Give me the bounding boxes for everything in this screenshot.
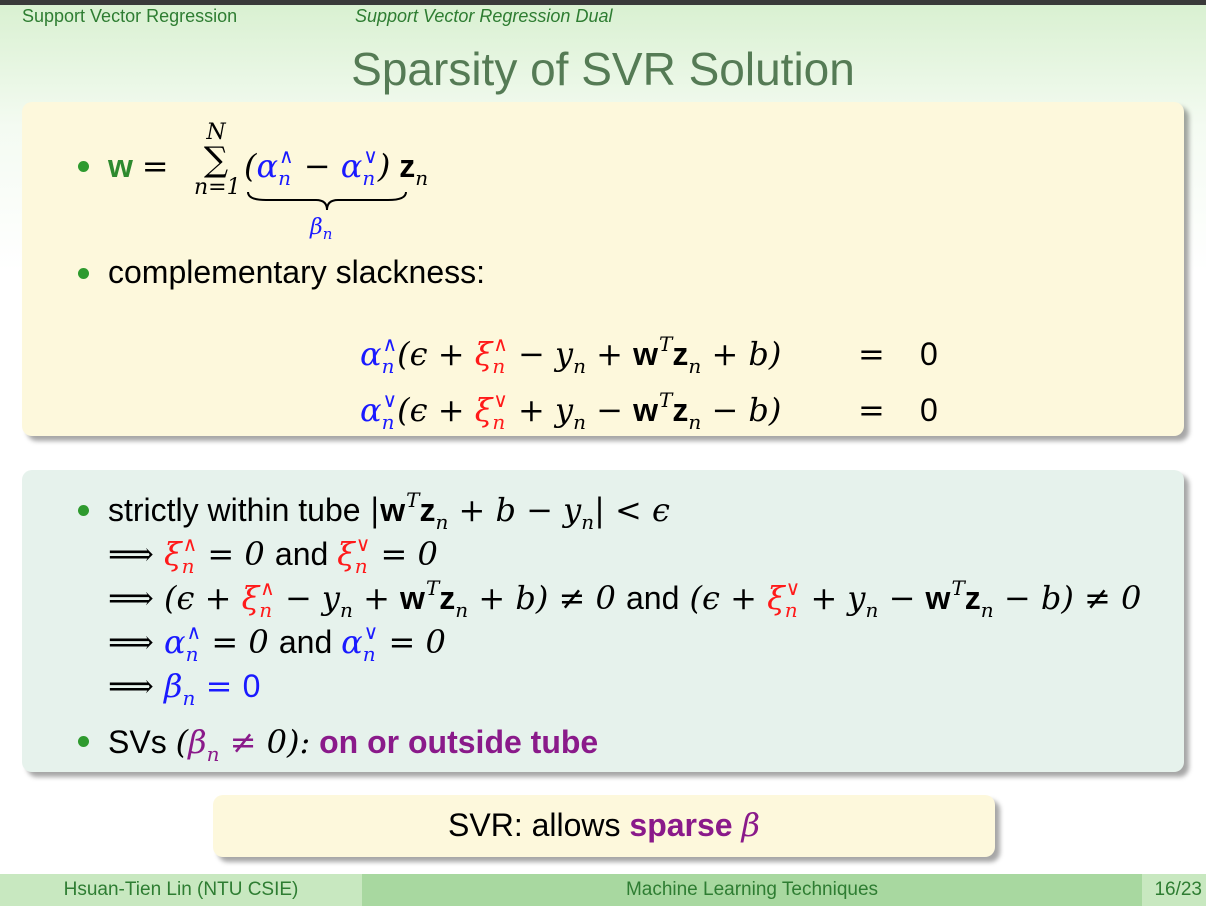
implication-alpha-zero: ⟹ $\alpha_n^\wedge = 0$ and $\alpha_n^\vee = 0$ [108, 620, 446, 666]
equals-sign: = [858, 391, 885, 429]
conclusion-box [213, 795, 995, 857]
slackness-equation-1: $\alpha_n^\wedge(\epsilon + \xi_n^\wedge - y_n + w^Tz_n + b)$ [360, 332, 782, 378]
within-tube-line: strictly within tube $|w^Tz_n + b - y_n| < \epsilon$ [108, 488, 670, 534]
nav-section-link[interactable]: Support Vector Regression [22, 6, 238, 26]
sum-lower-limit: n=1 [194, 175, 241, 200]
conclusion-text [213, 806, 995, 844]
sigma-icon: ∑ [203, 140, 229, 180]
complementary-slackness-label: complementary slackness: [108, 254, 486, 290]
w-expansion-equation: w = [108, 147, 169, 185]
implication-xi-zero: ⟹ $\xi_n^\wedge = 0$ and $\xi_n^\vee = 0$ [108, 532, 438, 578]
sum-upper-limit: N [206, 120, 226, 145]
support-vectors-line: SVs $(\beta_n \ne 0)$: on or outside tube [108, 723, 599, 766]
summation-operator [194, 120, 241, 200]
alpha-difference: $(\alpha_n^\wedge - \alpha_n^\vee)$ $z_n$ [244, 144, 429, 190]
definition-box [22, 102, 1184, 436]
footer-page-number: 16/23 [1142, 874, 1206, 906]
bullet-icon [78, 505, 89, 516]
footer-author: Hsuan-Tien Lin (NTU CSIE) [0, 874, 362, 906]
implication-beta-zero: ⟹ $\beta_n = 0$ [108, 667, 261, 710]
slide-title: Sparsity of SVR Solution [351, 43, 855, 95]
derivation-box [22, 470, 1184, 772]
rhs-zero: 0 [920, 392, 938, 428]
w-symbol: w [108, 148, 133, 184]
top-frame-bar [0, 0, 1206, 5]
rhs-zero: 0 [920, 336, 938, 372]
footer-bar [0, 874, 1206, 906]
implication-nonzero-terms: ⟹ $(\epsilon + \xi_n^\wedge - y_n + w^Tz_n + b) \ne 0$ and $(\epsilon + \xi_n^\vee + y_n - w^Tz_n - b) \ne 0$ [108, 576, 1142, 622]
sparse-emphasis: sparse [629, 807, 733, 843]
equals-sign: = [858, 335, 885, 373]
nav-subsection-link[interactable]: Support Vector Regression Dual [355, 6, 613, 26]
beta-n-label: $\beta_n$ [310, 215, 333, 243]
footer-course-title: Machine Learning Techniques [362, 874, 1142, 906]
within-tube-text: strictly within tube [108, 492, 361, 528]
bullet-icon [78, 736, 89, 747]
beta-symbol: β [741, 806, 760, 844]
conclusion-prefix: SVR: allows [448, 807, 621, 843]
bullet-icon [78, 161, 89, 172]
underbrace-icon [246, 190, 408, 212]
on-or-outside-tube-text: on or outside tube [319, 724, 599, 760]
slackness-equation-2: $\alpha_n^\vee(\epsilon + \xi_n^\vee + y_n - w^Tz_n - b)$ [360, 388, 782, 434]
svs-label: SVs [108, 724, 167, 760]
bullet-icon [78, 268, 89, 279]
